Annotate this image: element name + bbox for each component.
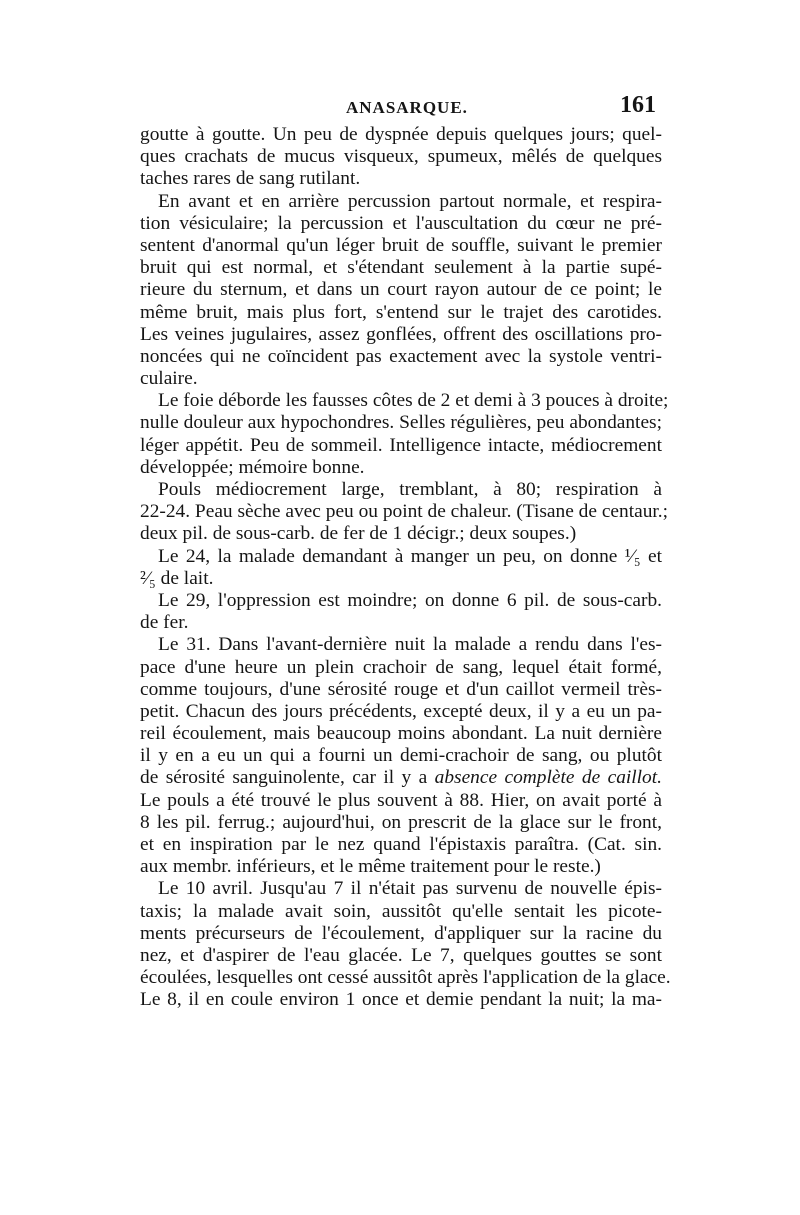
text-line: 8 les pil. ferrug.; aujourd'hui, on prescrit de la glace sur le front, [140,811,662,833]
text-line: En avant et en arrière percussion partout normale, et respira- [158,190,662,212]
text-line: de fer. [140,612,189,634]
page-body [140,124,671,1012]
text-line: Les veines jugulaires, assez gonflées, offrent des oscillations pro- [140,323,662,345]
text-segment: de sérosité sanguinolente, car il y a [140,767,428,789]
text-line: ques crachats de mucus visqueux, spumeux, mêlés de quelques [140,146,662,168]
page-header [140,92,662,122]
text-line: comme toujours, d'une sérosité rouge et d'un caillot vermeil très- [140,678,662,700]
text-line: développée; mémoire bonne. [140,456,365,478]
text-line: 22-24. Peau sèche avec peu ou point de chaleur. (Tisane de centaur.; [140,501,669,523]
text-line: deux pil. de sous-carb. de fer de 1 décigr.; deux soupes.) [140,523,577,545]
text-line: sentent d'anormal qu'un léger bruit de souffle, suivant le premier [140,234,662,256]
text-line: Le 24, la malade demandant à manger un peu, on donne ¹⁄₅ et [158,545,662,567]
text-line: écoulées, lesquelles ont cessé aussitôt après l'application de la glace. [140,967,671,989]
text-line: culaire. [140,368,198,390]
text-line: Le pouls a été trouvé le plus souvent à 88. Hier, on avait porté à [140,789,662,811]
italic-phrase: absence complète de caillot. [434,767,662,789]
text-line: ments précurseurs de l'écoulement, d'appliquer sur la racine du [140,922,662,944]
text-line: même bruit, mais plus fort, s'entend sur le trajet des carotides. [140,301,662,323]
text-line: nez, et d'aspirer de l'eau glacée. Le 7, quelques gouttes se sont [140,944,662,966]
text-line: aux membr. inférieurs, et le même traitement pour le reste.) [140,856,601,878]
text-line: nulle douleur aux hypochondres. Selles régulières, peu abondantes; [140,412,662,434]
text-line: rieure du sternum, et dans un court rayon autour de ce point; le [140,279,662,301]
text-line: Le 31. Dans l'avant-dernière nuit la malade a rendu dans l'es- [158,634,662,656]
text-line: petit. Chacun des jours précédents, excepté deux, il y a eu un pa- [140,700,662,722]
text-line: et en inspiration par le nez quand l'épistaxis paraîtra. (Cat. sin. [140,834,662,855]
text-line-with-italic [140,767,662,789]
text-line: Pouls médiocrement large, tremblant, à 80; respiration à [158,479,662,500]
text-line: reil écoulement, mais beaucoup moins abondant. La nuit dernière [140,723,662,745]
text-line: pace d'une heure un plein crachoir de sang, lequel était formé, [140,656,662,678]
text-line: Le foie déborde les fausses côtes de 2 et demi à 3 pouces à droite; [158,390,669,412]
text-line: Le 8, il en coule environ 1 once et demie pendant la nuit; la ma- [140,989,662,1011]
text-line: taxis; la malade avait soin, aussitôt qu'elle sentait les picote- [140,900,662,922]
text-line: Le 10 avril. Jusqu'au 7 il n'était pas survenu de nouvelle épis- [158,878,662,900]
text-line: noncées qui ne coïncident pas exactement avec la systole ventri- [140,345,662,367]
text-line: Le 29, l'oppression est moindre; on donne 6 pil. de sous-carb. [158,589,662,611]
page-number: 161 [620,92,656,118]
text-line: taches rares de sang rutilant. [140,168,361,190]
text-line: bruit qui est normal, et s'étendant seulement à la partie supé- [140,257,662,279]
text-line: ²⁄₅ de lait. [140,567,214,589]
text-line: il y en a eu un qui a fourni un demi-crachoir de sang, ou plutôt [140,745,662,767]
running-title: ANASARQUE. [346,98,468,117]
text-line: goutte à goutte. Un peu de dyspnée depuis quelques jours; quel- [140,124,662,145]
text-line: tion vésiculaire; la percussion et l'auscultation du cœur ne pré- [140,212,662,234]
text-line: léger appétit. Peu de sommeil. Intelligence intacte, médiocrement [140,434,662,456]
